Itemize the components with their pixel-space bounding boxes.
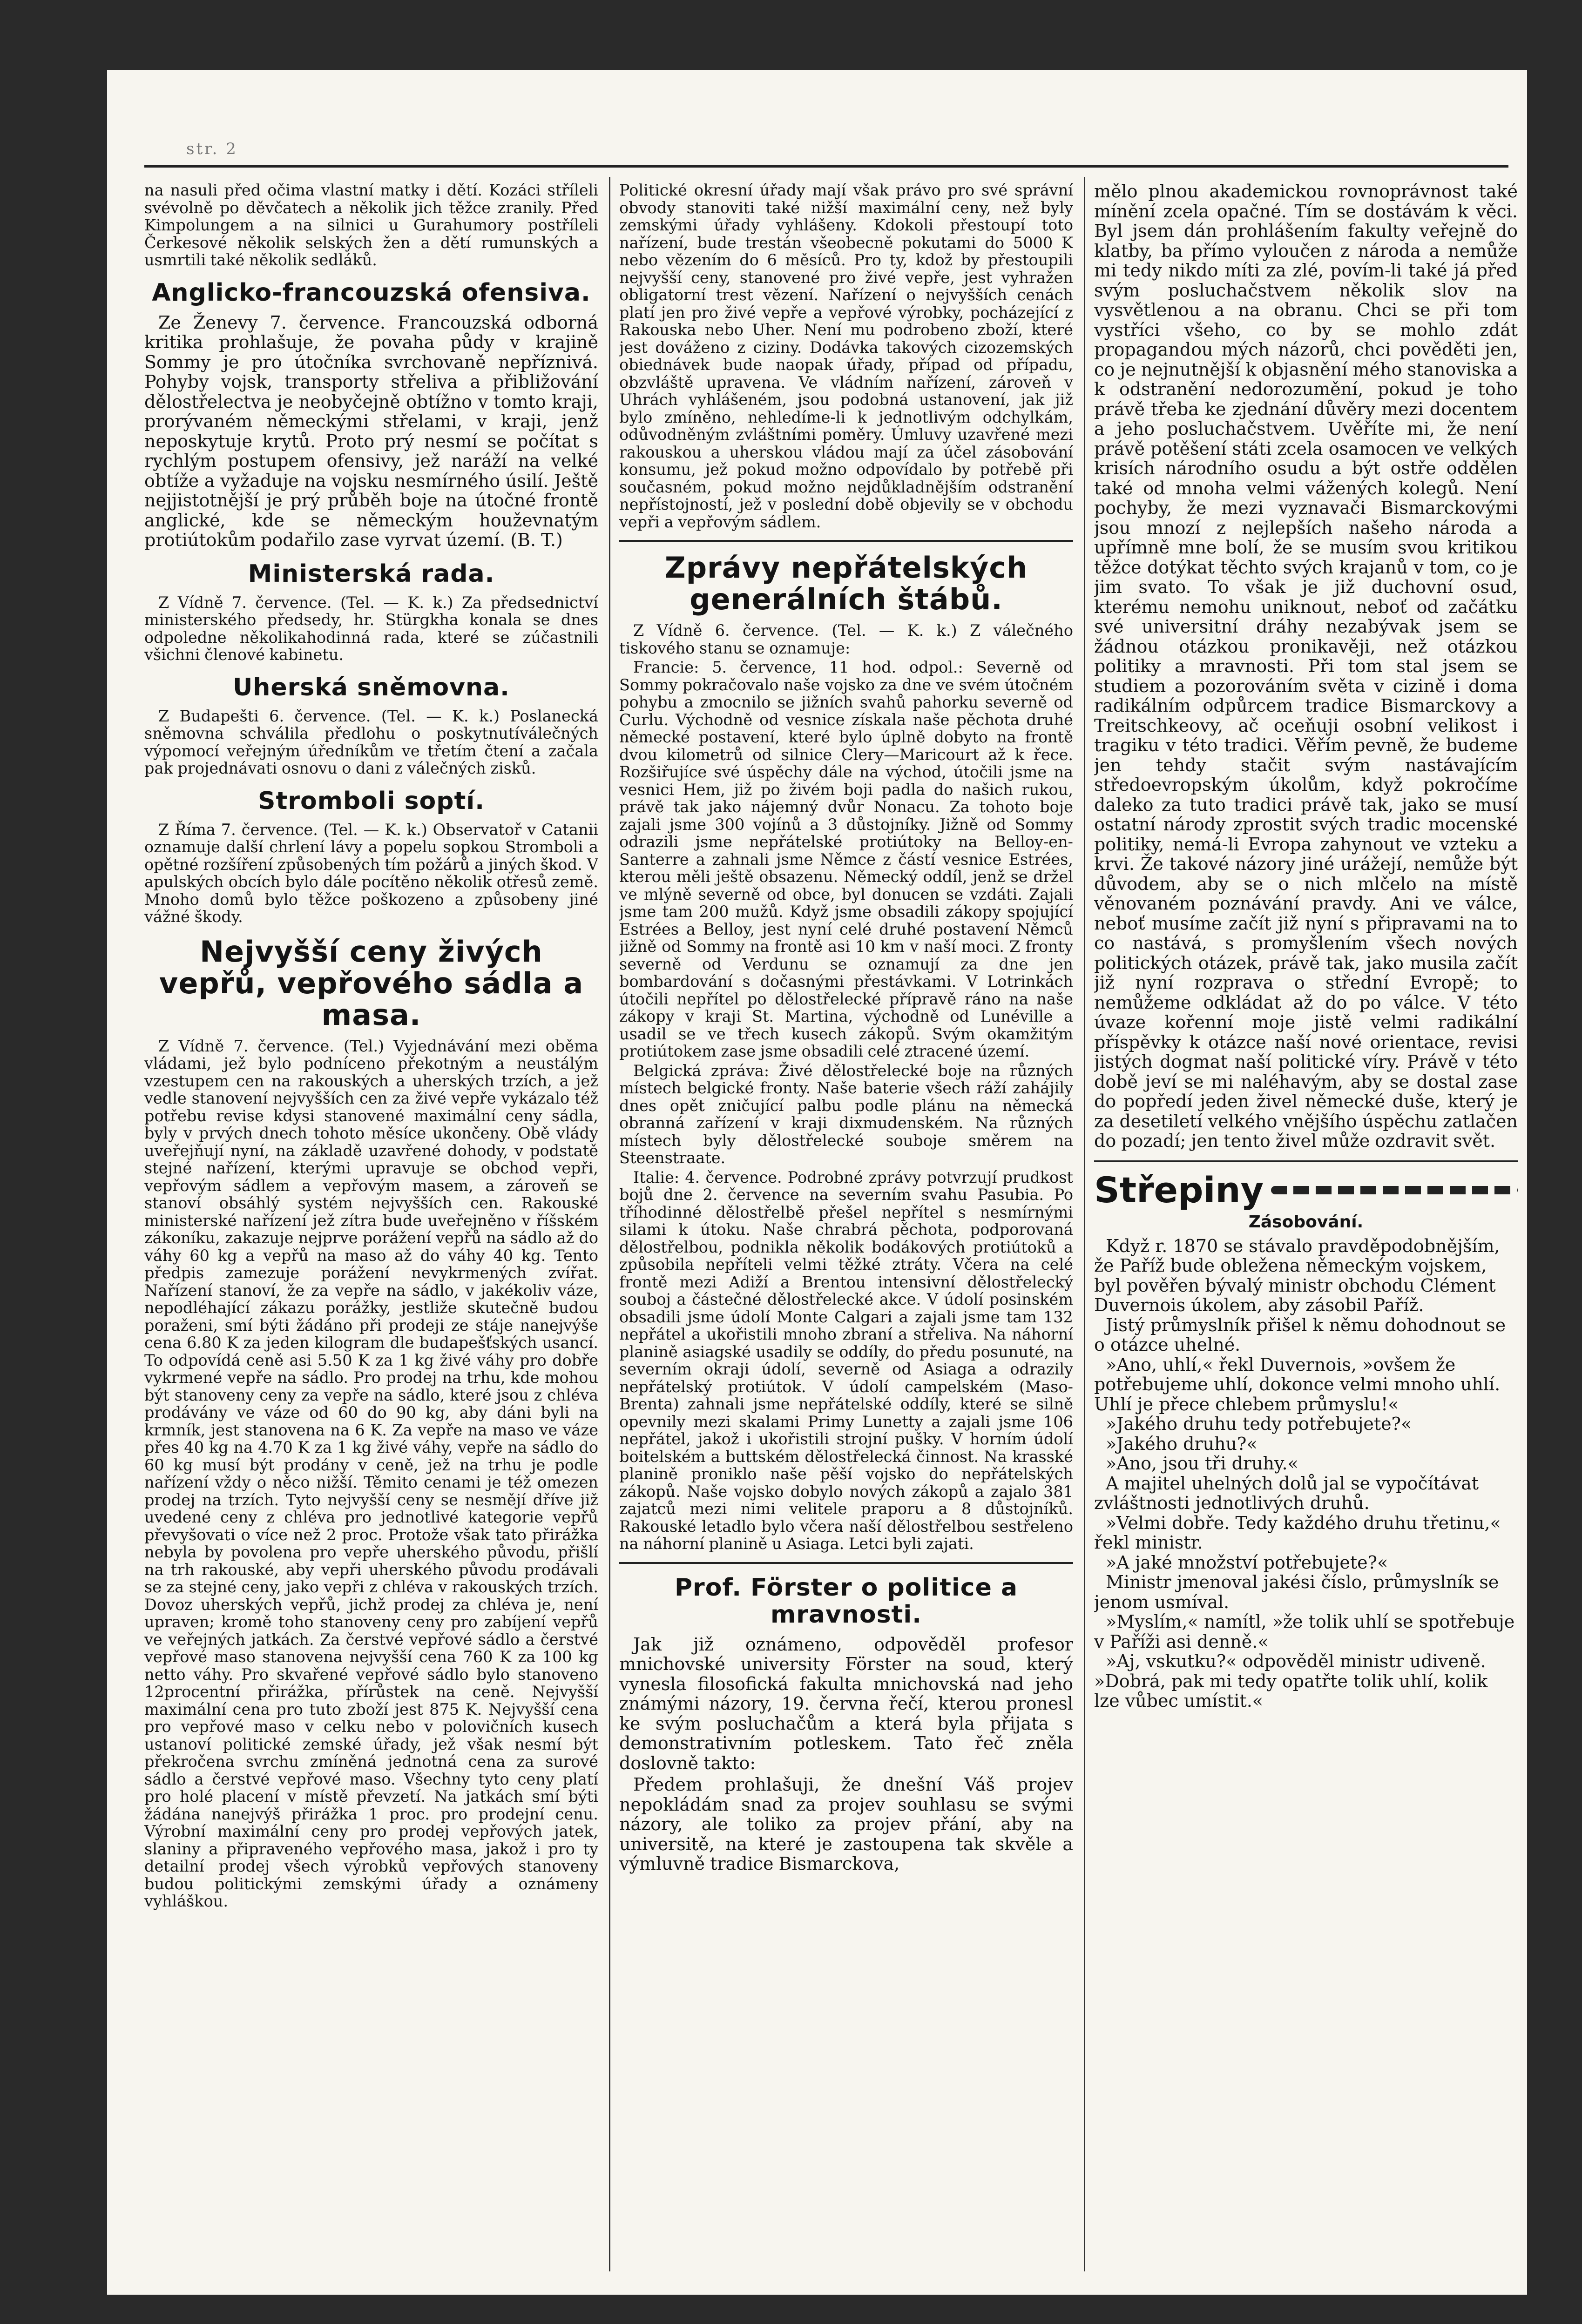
top-rule bbox=[144, 165, 1508, 168]
headline-anglo-french-offensive: Anglicko-francouzská ofensiva. bbox=[152, 278, 591, 307]
article-text: Z Budapešti 6. července. (Tel. — K. k.) Poslanecká sněmovna schválila předlohu o poskytnutíválečných výpomocí veřejným úředníkům ve třetím čtení a začala pak projednávati osnovu o dani z válečných zisků. bbox=[144, 707, 598, 777]
article-text: Ze Ženevy 7. července. Francouzská odborná kritika prohlašuje, že povaha půdy v krajině Sommy je pro útočníka svrchovaně nepříznivá. Pohyby vojsk, transporty střeliva a přibližování dělostřelectva je neobyčejně obtížno v tomto kraji, prorývaném německými střelami, v kraji, jenž neposkytuje krytů. Proto prý nesmí se počítat s rychlým postupem ofensivy, jež naráží na velké obtíže a vyžaduje na vojsku nesmírného úsilí. Ještě nejjistotnější je prý průběh boje na útočné frontě anglické, kde se německým houževnatým protiútokům podařilo zase vyrvat území. (B. T.) bbox=[144, 312, 598, 550]
anecdote-line: »Velmi dobře. Tedy každého druhu třetinu,« řekl ministr. bbox=[1094, 1512, 1501, 1553]
newspaper-page bbox=[107, 70, 1527, 2295]
article-text: Předem prohlašuji, že dnešní Váš projev nepokládám snad za projev souhlasu se svými názory, ale toliko za projev přání, aby na universitě, na které je zastoupena tak skvěle a výmluvně tradice Bismarckova, bbox=[619, 1774, 1073, 1874]
anecdote-line: »Myslím,« namítl, »že tolik uhlí se spotřebuje v Paříži asi denně.« bbox=[1094, 1611, 1515, 1652]
article-text: Z Vídně 7. července. (Tel.) Vyjednávání mezi oběma vládami, jež bylo podníceno překotným a neustálým vzestupem cen na rakouských a uherských trzích, a jež vedle stanovení nejvyšších cen za živé vepře vykázalo též potřebu revise kdysi stanovené maximální ceny sádla, byly v prvých dnech tohoto měsíce ukončeny. Obě vlády uveřejňují nyní, na základě uzavřené dohody, v podstatě stejné nařízení, kterými upravuje se obchod vepři, vepřovým sádlem a vepřovým masem, a zároveň se stanoví obsáhlý systém nejvyšších cen. Rakouské ministerské nařízení jež zítra bude uveřejněno v říšském zákoníku, zakazuje nejprve porážení vepřů na sádlo až do váhy 60 kg a vepřů na maso až do váhy 40 kg. Tento předpis zamezuje porážení nevykrmených zvířat. Nařízení stanoví, že za vepře na sádlo, v jakékoliv váze, nepodléhající zákazu porážky, jestliže skutečně budou poraženi, smí býti žádáno při prodeji ze stáje nanejvýše cena 6.80 K za jeden kilogram dle budapešťských usancí. To odpovídá ceně asi 5.50 K za 1 kg živé váhy pro dobře vykrmené vepře na sádlo. Pro prodej na trhu, kde mohou být stanoveny ceny za vepře na sádlo, které jsou z chléva prodávány ve váze od 60 do 90 kg, aby dáni byli na krmník, jest stanovena na 6 K. Za vepře na maso ve váze přes 40 kg na 4.70 K za 1 kg živé váhy, vepře na sádlo do 60 kg musí být prodány v ceně, jež na trhu je podle nařízení vždy o něco nižší. Těmito cenami je též omezen prodej na trzích. Tyto nejvyšší ceny se nesmějí dříve již uvedené ceny z chléva pro jednotlivé kategorie vepřů převyšovati o více než 2 proc. Protože však tato přirážka nebyla by povolena pro vepře uherského původu, přišlí na trh rakouské, aby vepři uherského původu prodávali se za stejné ceny, jako vepři z chléva v rakouských trzích. Dovoz uherských vepřů, jichž prodej za chléva je, není upraven; kromě toho stanoveny ceny pro zabíjení vepřů ve veřejných jatkách. Za čerstvé vepřové sádlo a čerstvé vepřové maso stanovena nejvyšší cena 760 K za 100 kg netto váhy. Pro skvařené vepřové sádlo bylo stanoveno 12procentní přirážka, přírůstek na ceně. Nejvyšší maximální cena pro tuto zboží jest 875 K. Nejvyšší cena pro vepřové maso v celku nebo v polovičních kusech ustanoví politické zemské úřady, jež však nesmí být překročena svrchu zmíněná jednotná cena za surové sádlo a čerstvé vepřové maso. Všechny tyto ceny platí pro holé placení v místě převzetí. Na jatkách smí býti žádána nanejvýš přirážka 1 proc. pro prodejní cenu. Výrobní maximální ceny pro prodej vepřových jatek, slaniny a připraveného vepřového masa, jakož i pro ty detailní prodej všech výrobků vepřových stanoveny budou politickými zemskými úřady a oznámeny vyhláškou. bbox=[144, 1037, 598, 1910]
anecdote-line: »A jaké množství potřebujete?« bbox=[1106, 1552, 1388, 1573]
article-text: Jak již oznámeno, odpověděl profesor mnichovské university Förster na soud, který vynesla filosofická fakulta mnichovská nad jeho známými názory, 19. června řečí, kterou pronesl ke svým posluchačům a která byla přijata s demonstrativním potleskem. Tato řeč zněla doslovně takto: bbox=[619, 1634, 1073, 1773]
decorative-ornament bbox=[1271, 1186, 1518, 1194]
strepiny-header bbox=[1094, 1169, 1518, 1211]
article-text: Italie: 4. července. Podrobné zprávy potvrzují prudkost bojů dne 2. července na severním svahu Pasubia. Po tříhodinné dělostřelbě přešel nepřítel s nesmírnými silami k útoku. Naše chrabrá pěchota, podporovaná dělostřelbou, podnikla několik bodákových protiútoků a způsobila nepříteli velmi těžké ztráty. Včera na celé frontě mezi Adiží a Brentou intensivní dělostřelecký souboj a částečné dělostřelecké akce. V údolí posinském obsadili jsme údolí Monte Calgari a zajali jsme tam 132 nepřátel a ukořistili mnoho zbraní a střeliva. Na náhorní planině asiagské usadily se oddíly, do předu posunuté, na severním okraji údolí, severně od Asiaga a odrazily nepřátelský protiútok. V údolí campelském (Maso-Brenta) zahnali jsme nepřátelské oddíly, které se silně opevnily mezi skalami Primy Lunetty a zajali jsme 106 nepřátel, jakož i ukořistili strojní pušky. V horním údolí boitelském a buttském dělostřelecká činnost. Na krasské planině proniklo naše pěší vojsko do nepřátelských zákopů. Naše vojsko dobylo nových zákopů a zajalo 381 zajatců mezi nimi velitele praporu a 8 důstojníků. Rakouské letadlo bylo včera naší dělostřelbou sestřeleno na náhorní planině u Asiaga. Letci byli zajati. bbox=[619, 1168, 1073, 1553]
anecdote-line: »Jakého druhu?« bbox=[1106, 1433, 1257, 1454]
article-text: Belgická zpráva: Živé dělostřelecké boje na různých místech belgické fronty. Naše baterie všech ráží zahájily dnes opět zničující palbu podle plánu na německá obranná zařízení v kraji dixmudenském. Na různých místech byly dělostřelecké souboje směrem na Steenstraate. bbox=[619, 1061, 1073, 1167]
article-text: mělo plnou akademickou rovnoprávnost také mínění zcela opačné. Tím se dostávám k věci. Byl jsem dán prohlášením fakulty veřejně do klatby, ba přímo vyloučen z národa a nemůže mi tedy nikdo míti za zlé, povím-li také já před svým posluchačstvem několik slov na vysvětlenou a na obranu. Chci se při tom vystříci všeho, co by se mohlo zdát propagandou mých názorů, chci pověděti jen, co je nejnutnější k objasnění mého stanoviska a k odstranění nedorozumění, pokud je toho právě třeba ke zjednání důvěry mezi docentem a jeho posluchačstvem. Uvěříte mi, že není právě potěšení státi zcela osamocen ve velkých krisích národního osudu a být ostře oddělen také od mnoha velmi vážených kolegů. Není pochyby, že mezi vyznavači Bismarckovými jsou mnozí z nejlepších našeho národa a upřímně mne bolí, že se musím svou kritikou těžce dotýkat těchto svých krajanů v tom, co je jim svato. To však je již duchovní osud, kterému nemohu uniknout, neboť od začátku své universitní dráhy nezabývak jsem se žádnou otázkou pronikavěji, než otázkou politiky a mravnosti. Při tom stal jsem se studiem a pozorováním světa v cizině i doma radikálním odpůrcem tradice Bismarckovy a Treitschkeovy, ač oceňuji osobní velikost i tragiku v této tradici. Věřím pevně, že budeme jen tehdy stačit svým nastávajícím středoevropským úkolům, když pokročíme daleko za tuto tradici právě tak, jako se musí ostatní národy zprostit svých tradic mocenské politiky, nemá-li Evropa zahynout ve vzteku a krvi. Že takové názory jiné urážejí, nemůže být důvodem, aby se o nich mlčelo na místě věnovaném poznávání pravdy. Ani ve válce, neboť musíme začít již nyní s připravami na to co nastává, s promyšlením všech nových politických otázek, právě tak, jako musila začít již nyní rozprava o střední Evropě; to nemůžeme odkládat až do po válce. V této úvaze kořenní moje jistě velmi radikální příspěvky k otázce naší nové orientace, revisi jistých dogmat naší politické víry. Právě v této době jeví se mi naléhavým, aby se dostal zase do popředí jeden živel německé duše, který je za desetiletí velkého vnějšího úspěchu zatlačen do pozadí; jen tento živel může ozdravit svět. bbox=[1094, 182, 1518, 1151]
article-text: Z Vídně 7. července. (Tel. — K. k.) Za předsednictví ministerského předsedy, hr. Stürgkha konala se dnes odpoledne několikahodinná rada, které se zúčastnili všichni členové kabinetu. bbox=[144, 593, 598, 664]
anecdote-line: »Aj, vskutku?« odpověděl ministr udiveně. »Dobrá, pak mi tedy opatřte tolik uhlí, kolik lze vůbec umístit.« bbox=[1094, 1651, 1488, 1711]
column-rule bbox=[1084, 177, 1085, 2271]
anecdote-line: Jistý průmyslník přišel k němu dohodnout se o otázce uhelné. bbox=[1094, 1314, 1506, 1355]
article-text: Z Říma 7. července. (Tel. — K. k.) Observatoř v Catanii oznamuje další chrlení lávy a popelu sopkou Stromboli a opětné rozšíření způsobených tím požárů a jiných škod. V apulských obcích bylo dále pocítěno několik otřesů země. Mnoho domů bylo těžce poškozeno a způsobeny jiné vážné škody. bbox=[144, 820, 598, 926]
headline-ministerial-council: Ministerská rada. bbox=[248, 559, 495, 588]
anecdote-line: »Jakého druhu tedy potřebujete?« bbox=[1106, 1414, 1412, 1434]
section-rule bbox=[1094, 1160, 1518, 1162]
column-1 bbox=[144, 182, 598, 2276]
column-2 bbox=[619, 182, 1073, 2276]
anecdote-line: A majitel uhelných dolů jal se vypočítávat zvláštnosti jednotlivých druhů. bbox=[1094, 1473, 1479, 1513]
column-3 bbox=[1094, 182, 1518, 2276]
anecdote-line: »Ano, uhlí,« řekl Duvernois, »ovšem že potřebujeme uhlí, dokonce velmi mnoho uhlí. Uhlí je přece chlebem průmyslu!« bbox=[1094, 1354, 1501, 1415]
page-number: str. 2 bbox=[186, 140, 238, 158]
headline-enemy-staff-reports: Zprávy nepřátelských generálních štábů. bbox=[664, 551, 1028, 616]
headline-pork-prices: Nejvyšší ceny živých vepřů, vepřového sádla a masa. bbox=[159, 934, 584, 1032]
anecdote-line: Když r. 1870 se stávalo pravděpodobnějším, že Paříž bude obležena německým vojskem, byl pověřen bývalý ministr obchodu Clément Duvernois úkolem, aby zásobil Paříž. bbox=[1094, 1235, 1500, 1315]
column-rule bbox=[609, 177, 610, 2271]
strepiny-subtitle: Zásobování. bbox=[1248, 1212, 1364, 1232]
headline-foerster: Prof. Förster o politice a mravnosti. bbox=[674, 1573, 1018, 1629]
article-text: Francie: 5. července, 11 hod. odpol.: Severně od Sommy pokračovalo naše vojsko za dne ve svém útočném pohybu a zmocnilo se jižních svahů pahorku severně od Curlu. Východně od vesnice získala naše pěchota druhé německé postavení, které bylo úplně dobyto na frontě dvou kilometrů od silnice Clery—Maricourt až k řece. Rozšiřujíce své úspěchy dále na východ, útočili jsme na vesnici Hem, již po živém boji padla do našich rukou, právě tak jako nájemný dvůr Nonacu. Za tohoto boje zajali jsme 300 vojínů a 3 důstojníky. Jižně od Sommy odrazili jsme nepřátelské protiútoky na Belloy-en-Santerre a zahnali jsme Němce z částí vesnice Estrées, kterou měli ještě obsazenu. Německý oddíl, jenž se držel ve mlýně severně od obce, byl donucen se vzdáti. Zajali jsme tam 200 mužů. Když jsme obsadili zákopy spojující Estrées a Belloy, jest nyní celé druhé postavení Němců jižně od Sommy na frontě asi 10 km v naší moci. Z fronty severně od Verdunu se oznamují za dne jen bombardování s dočasnými přestávkami. V Lotrinkách útočili nepřítel po dělostřelecké přípravě ráno na naše zákopy v kraji St. Martina, východně od Lunéville a usadil se ve třech kusech zákopů. Svým okamžitým protiútokem zase jsme obsadili celé ztracené území. bbox=[619, 658, 1073, 1060]
headline-stromboli: Stromboli soptí. bbox=[258, 787, 485, 815]
headline-hungarian-parliament: Uherská sněmovna. bbox=[233, 673, 510, 701]
article-text: na nasuli před očima vlastní matky i dětí. Kozáci stříleli svévolně po děvčatech a několik jich těžce zranily. Před Kimpolungem a na silnici u Gurahumory postříleli Čerkesové několik selských žen a dětí rumunských a usmrtili také několik sedláků. bbox=[144, 182, 598, 269]
section-rule bbox=[619, 1562, 1073, 1564]
article-text: Z Vídně 6. července. (Tel. — K. k.) Z válečného tiskového stanu se oznamuje: bbox=[619, 621, 1073, 657]
anecdote-line: Ministr jmenoval jakési číslo, průmyslník se jenom usmíval. bbox=[1094, 1572, 1499, 1612]
anecdote-line: »Ano, jsou tři druhy.« bbox=[1106, 1453, 1298, 1474]
strepiny-title: Střepiny bbox=[1094, 1169, 1264, 1211]
article-text: Politické okresní úřady mají však právo pro své správní obvody stanoviti také nižší maximální ceny, než byly zemskými úřady vyhlášeny. Kdokoli přestoupí toto nařízení, bude trestán všeobecně pokutami do 5000 K nebo vězením do 6 měsíců. Pro ty, kdož by přestoupili nejvyšší ceny, stanovené pro živé vepře, jest vyhražen obligatorní trest vězení. Nařízení o nejvyšších cenách platí jen pro živé vepře a vepřové výrobky, pocházející z Rakouska nebo Uher. Není mu podrobeno zboží, které jest dováženo z ciziny. Dodávka takových cizozemských obiednávek bude naopak úřady, případ od případu, obzvláště upravena. Ve vládním nařízení, zároveň v Uhrách vyhlášeném, jsou podobná ustanovení, jak již bylo zmíněno, nehledíme-li k jednotlivým odchylkám, odůvodněným zvláštními poměry. Úmluvy uzavřené mezi rakouskou a uherskou vládou mají za účel zásobování konsumu, jež pokud možno odpovídalo by potřebě při současném, pokud možno nejdůkladnějším odstranění nepřístojností, jež v poslední době objevily se v obchodu vepři a vepřovým sádlem. bbox=[619, 182, 1073, 531]
section-rule bbox=[619, 540, 1073, 542]
